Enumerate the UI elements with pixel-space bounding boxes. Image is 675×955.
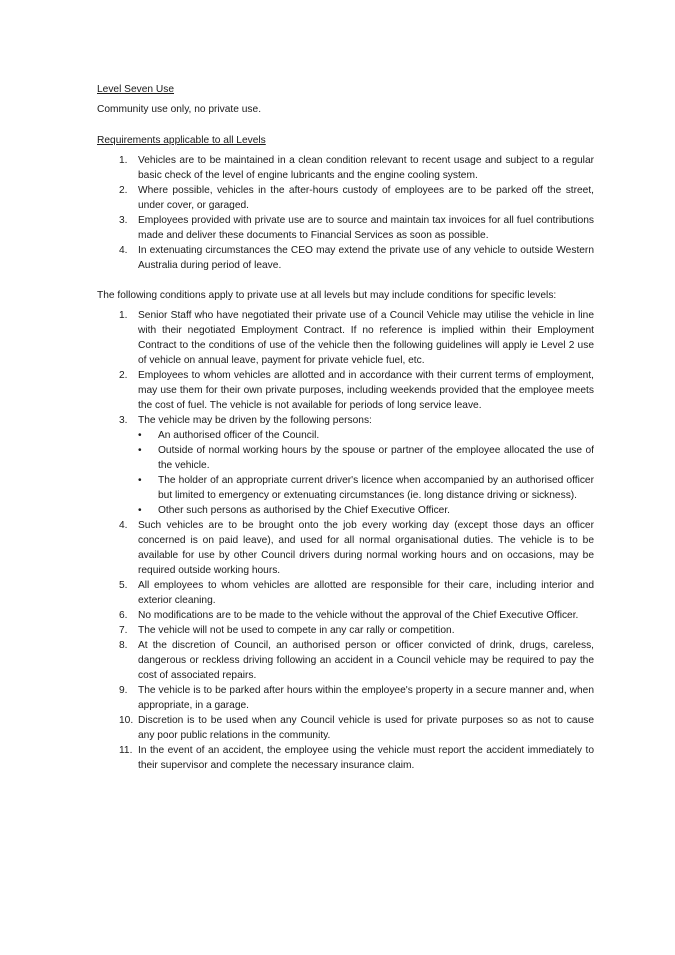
item-number: 1. bbox=[119, 155, 128, 166]
item-number: 4. bbox=[119, 245, 128, 256]
list-item bbox=[97, 623, 594, 638]
item-number: 5. bbox=[119, 580, 128, 591]
drivers-list-item bbox=[138, 443, 594, 473]
item-text: Employees provided with private use are to source and maintain tax invoices for all fuel contributions made and deliver these documents to Financial Services as soon as possible. bbox=[138, 215, 594, 241]
item-number: 10. bbox=[119, 715, 134, 726]
item-number: 9. bbox=[119, 685, 128, 696]
item-number: 7. bbox=[119, 625, 128, 636]
list-item bbox=[97, 368, 594, 413]
bullet-icon: • bbox=[138, 505, 142, 516]
bullet-icon: • bbox=[138, 445, 142, 456]
item-text: Senior Staff who have negotiated their private use of a Council Vehicle may utilise the vehicle in line with their negotiated Employment Contract. If no reference is implied within their Employment Contract to the conditions of use of the vehicle then the following guidelines will apply ie Level 2 use of vehicle on annual leave, payment for private vehicle fuel, etc. bbox=[138, 310, 594, 366]
driver-text: Other such persons as authorised by the Chief Executive Officer. bbox=[158, 505, 451, 516]
bullet-icon: • bbox=[138, 475, 142, 486]
list-item bbox=[97, 683, 594, 713]
item-text: All employees to whom vehicles are allotted are responsible for their care, including interior and exterior cleaning. bbox=[138, 580, 594, 606]
list-item bbox=[97, 713, 594, 743]
list-item bbox=[97, 183, 594, 213]
item-text: The vehicle will not be used to compete in any car rally or competition. bbox=[138, 625, 455, 636]
item-number: 11. bbox=[119, 745, 133, 756]
item-number: 3. bbox=[119, 215, 128, 226]
list-item bbox=[97, 578, 594, 608]
item-text: Vehicles are to be maintained in a clean condition relevant to recent usage and subject to a regular basic check of the level of engine lubricants and the engine cooling system. bbox=[138, 155, 594, 181]
drivers-list-item bbox=[138, 503, 594, 518]
item-text: At the discretion of Council, an authorised person or officer convicted of drink, drugs, careless, dangerous or reckless driving following an accident in a Council vehicle may be required to pay the cost of associated repairs. bbox=[138, 640, 594, 681]
driver-text: The holder of an appropriate current driver's licence when accompanied by an authorised officer but limited to emergency or extenuating circumstances (ie. long distance driving or sickness). bbox=[158, 475, 594, 501]
item-number: 4. bbox=[119, 520, 128, 531]
list-item bbox=[97, 518, 594, 578]
item-text: Discretion is to be used when any Council vehicle is used for private purposes so as not to cause any poor public relations in the community. bbox=[138, 715, 594, 741]
item-text: Where possible, vehicles in the after-hours custody of employees are to be parked off the street, under cover, or garaged. bbox=[138, 185, 594, 211]
requirements-heading: Requirements applicable to all Levels bbox=[97, 135, 266, 146]
list-item bbox=[97, 308, 594, 368]
list-item bbox=[97, 153, 594, 183]
item-number: 6. bbox=[119, 610, 128, 621]
list-item bbox=[97, 743, 594, 773]
item-text: Employees to whom vehicles are allotted and in accordance with their current terms of employment, may use them for their own private purposes, including weekends provided that the employee meets the cost of fuel. The vehicle is not available for periods of long service leave. bbox=[138, 370, 594, 411]
item-text: The vehicle may be driven by the following persons: bbox=[138, 415, 372, 426]
drivers-list-item bbox=[138, 428, 594, 443]
item-text: In the event of an accident, the employee using the vehicle must report the accident immediately to their supervisor and complete the necessary insurance claim. bbox=[138, 745, 594, 771]
list-item bbox=[97, 638, 594, 683]
driver-text: Outside of normal working hours by the spouse or partner of the employee allocated the use of the vehicle. bbox=[158, 445, 594, 471]
drivers-list bbox=[138, 428, 594, 518]
item-number: 8. bbox=[119, 640, 128, 651]
item-text: Such vehicles are to be brought onto the job every working day (except those days an officer concerned is on paid leave), and used for all normal organisational duties. The vehicle is to be available for use by other Council drivers during normal working hours and on occasions, may be required outside working hours. bbox=[138, 520, 594, 576]
list-item bbox=[97, 243, 594, 273]
bullet-icon: • bbox=[138, 430, 142, 441]
item-number: 2. bbox=[119, 370, 128, 381]
driver-text: An authorised officer of the Council. bbox=[158, 430, 320, 441]
list-item bbox=[97, 213, 594, 243]
document-page bbox=[97, 82, 594, 773]
requirements-list bbox=[97, 153, 594, 273]
item-number: 1. bbox=[119, 310, 128, 321]
list-item bbox=[97, 608, 594, 623]
item-number: 3. bbox=[119, 415, 128, 426]
item-text: In extenuating circumstances the CEO may extend the private use of any vehicle to outside Western Australia during period of leave. bbox=[138, 245, 594, 271]
list-item bbox=[97, 413, 594, 518]
drivers-list-item bbox=[138, 473, 594, 503]
level-seven-heading: Level Seven Use bbox=[97, 84, 175, 95]
conditions-intro: The following conditions apply to private use at all levels but may include conditions for specific levels: bbox=[97, 290, 557, 301]
conditions-list bbox=[97, 308, 594, 773]
item-number: 2. bbox=[119, 185, 128, 196]
item-text: The vehicle is to be parked after hours within the employee's property in a secure manner and, when appropriate, in a garage. bbox=[138, 685, 594, 711]
level-seven-text: Community use only, no private use. bbox=[97, 104, 262, 115]
item-text: No modifications are to be made to the vehicle without the approval of the Chief Executive Officer. bbox=[138, 610, 579, 621]
